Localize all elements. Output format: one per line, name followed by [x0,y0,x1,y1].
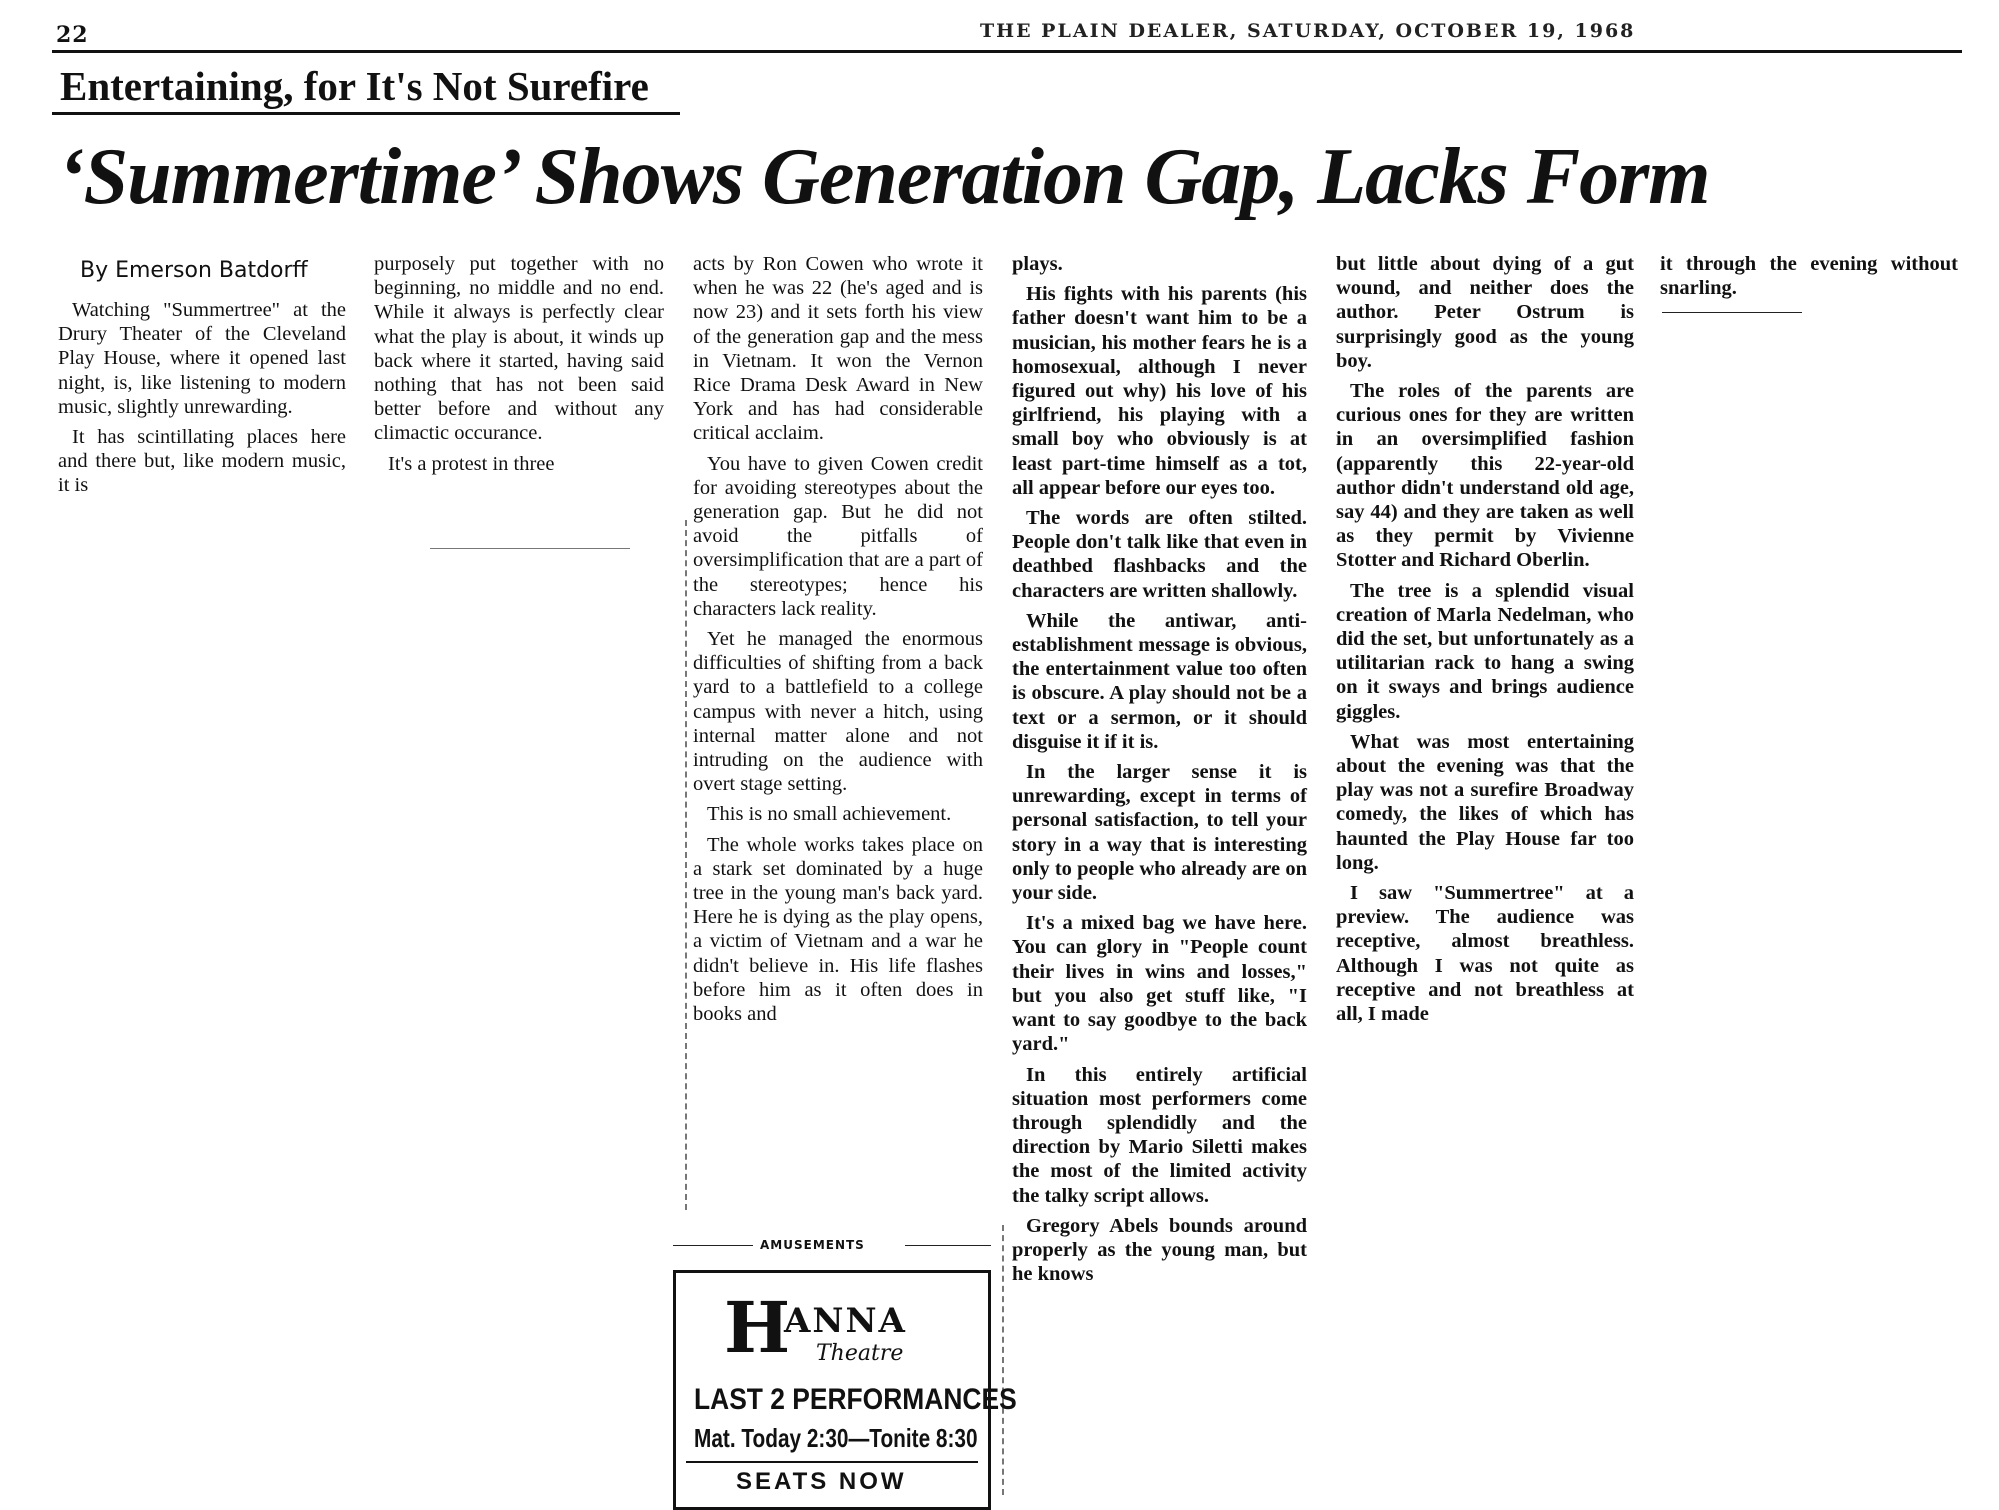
paragraph: Gregory Abels bounds around properly as the young man, but he knows [1012,1214,1307,1286]
paragraph: The words are often stilted. People don't talk like that even in deathbed flashbacks and the characters are written shallowly. [1012,507,1307,602]
amusements-rule-left [673,1245,753,1246]
paragraph: The roles of the parents are curious ones for they are written in an oversimplified fashion (apparently this 22-year-old author didn't understand old age, say 44) and they are taken as well as they permit by Vivienne Stotter and Richard Oberlin. [1336,380,1634,572]
masthead-dateline: THE PLAIN DEALER, SATURDAY, OCTOBER 19, 1968 [980,20,1636,42]
article-column-5 [1336,252,1634,1032]
ad-showtimes: Mat. Today 2:30—Tonite 8:30 [694,1423,978,1453]
main-headline: ‘Summertime’ Shows Generation Gap, Lacks Form [58,133,1710,221]
paragraph: This is no small achievement. [707,803,952,826]
column-end-rule [1662,312,1802,313]
amusements-label: AMUSEMENTS [760,1238,865,1252]
top-rule [52,50,1962,53]
paragraph: Yet he managed the enormous difficulties of shifting from a back yard to a battlefield to a college campus with never a hitch, using internal matter alone and not intruding on the audience with overt stage setting. [693,628,983,796]
ad-seats: SEATS NOW [736,1468,907,1495]
hanna-theatre-ad [673,1270,1017,1510]
paragraph: What was most entertaining about the evening was that the play was not a surefire Broadway comedy, the likes of which has haunted the Play House far too long. [1336,730,1634,874]
article-column-2 [374,252,664,482]
paragraph: plays. [1012,253,1063,275]
column-divider [1002,1225,1004,1495]
paragraph: It has scintillating places here and there but, like modern music, it is [58,426,346,497]
kicker-underline [52,112,680,115]
article-column-3 [693,252,983,1032]
paragraph: Watching "Summertree" at the Drury Theater of the Cleveland Play House, where it opened last night, is, like listening to modern music, slightly unrewarding. [58,299,346,418]
kicker-headline: Entertaining, for It's Not Surefire [60,63,649,109]
ad-logo-name: ANNA [784,1301,907,1341]
paragraph: His fights with his parents (his father doesn't want him to be a musician, his mother fears he is a homosexual, although I never figured out why) his love of his girlfriend, his playing with a small boy who obviously is at least part-time himself as a tot, all appear before our eyes too. [1012,283,1307,499]
paragraph: The tree is a splendid visual creation of Marla Nedelman, who did the set, but unfortunately as a utilitarian rack to hang a swing on it sways and brings audience giggles. [1336,579,1634,723]
amusements-rule-right [905,1245,991,1246]
column-end-rule [430,548,630,549]
paragraph: I saw "Summertree" at a preview. The audience was receptive, almost breathless. Although I was not quite as receptive and not breathless at all, I made [1336,882,1634,1026]
article-column-6 [1660,252,1958,306]
ad-logo-initial: H [724,1286,791,1369]
paragraph: In this entirely artificial situation most performers come through splendidly and the direction by Mario Siletti makes the most of the limited activity the talky script allows. [1012,1063,1307,1207]
ad-inner-rule [686,1461,978,1463]
paragraph: purposely put together with no beginning, no middle and no end. While it always is perfectly clear what the play is about, it winds up back where it started, having said nothing that has not been said better before and without any climactic occurance. [374,253,664,445]
article-column-4 [1012,252,1307,1292]
paragraph: It's a protest in three [388,452,555,475]
paragraph: In the larger sense it is unrewarding, except in terms of personal satisfaction, to tell your story in a way that is interesting only to people who already are on your side. [1012,761,1307,905]
byline: By Emerson Batdorff [80,258,308,283]
page-number: 22 [56,22,89,48]
paragraph: it through the evening without snarling. [1660,253,1958,300]
ad-logo-subtitle: Theatre [816,1341,904,1366]
ad-headline: LAST 2 PERFORMANCES [694,1383,1017,1416]
article-column-1 [58,298,346,504]
paragraph: While the antiwar, anti-establishment message is obvious, the entertainment value too often is obscure. A play should not be a text or a sermon, or it should disguise it if it is. [1012,609,1307,753]
paragraph: acts by Ron Cowen who wrote it when he was 22 (he's aged and is now 23) and it sets forth his view of the generation gap and the mess in Vietnam. It won the Vernon Rice Drama Desk Award in New York and has had considerable critical acclaim. [693,253,983,445]
column-divider [685,520,687,1210]
paragraph: It's a mixed bag we have here. You can glory in "People count their lives in wins and losses," but you also get stuff like, "I want to say goodbye to the back yard." [1012,912,1307,1056]
paragraph: The whole works takes place on a stark set dominated by a huge tree in the young man's back yard. Here he is dying as the play opens, a victim of Vietnam and a war he didn't believe in. His life flashes before him as it often does in books and [693,833,983,1026]
paragraph: but little about dying of a gut wound, and neither does the author. Peter Ostrum is surprisingly good as the young boy. [1336,253,1634,372]
paragraph: You have to given Cowen credit for avoiding stereotypes about the generation gap. But he did not avoid the pitfalls of oversimplification that are a part of the stereotypes; hence his characters lack reality. [693,452,983,620]
